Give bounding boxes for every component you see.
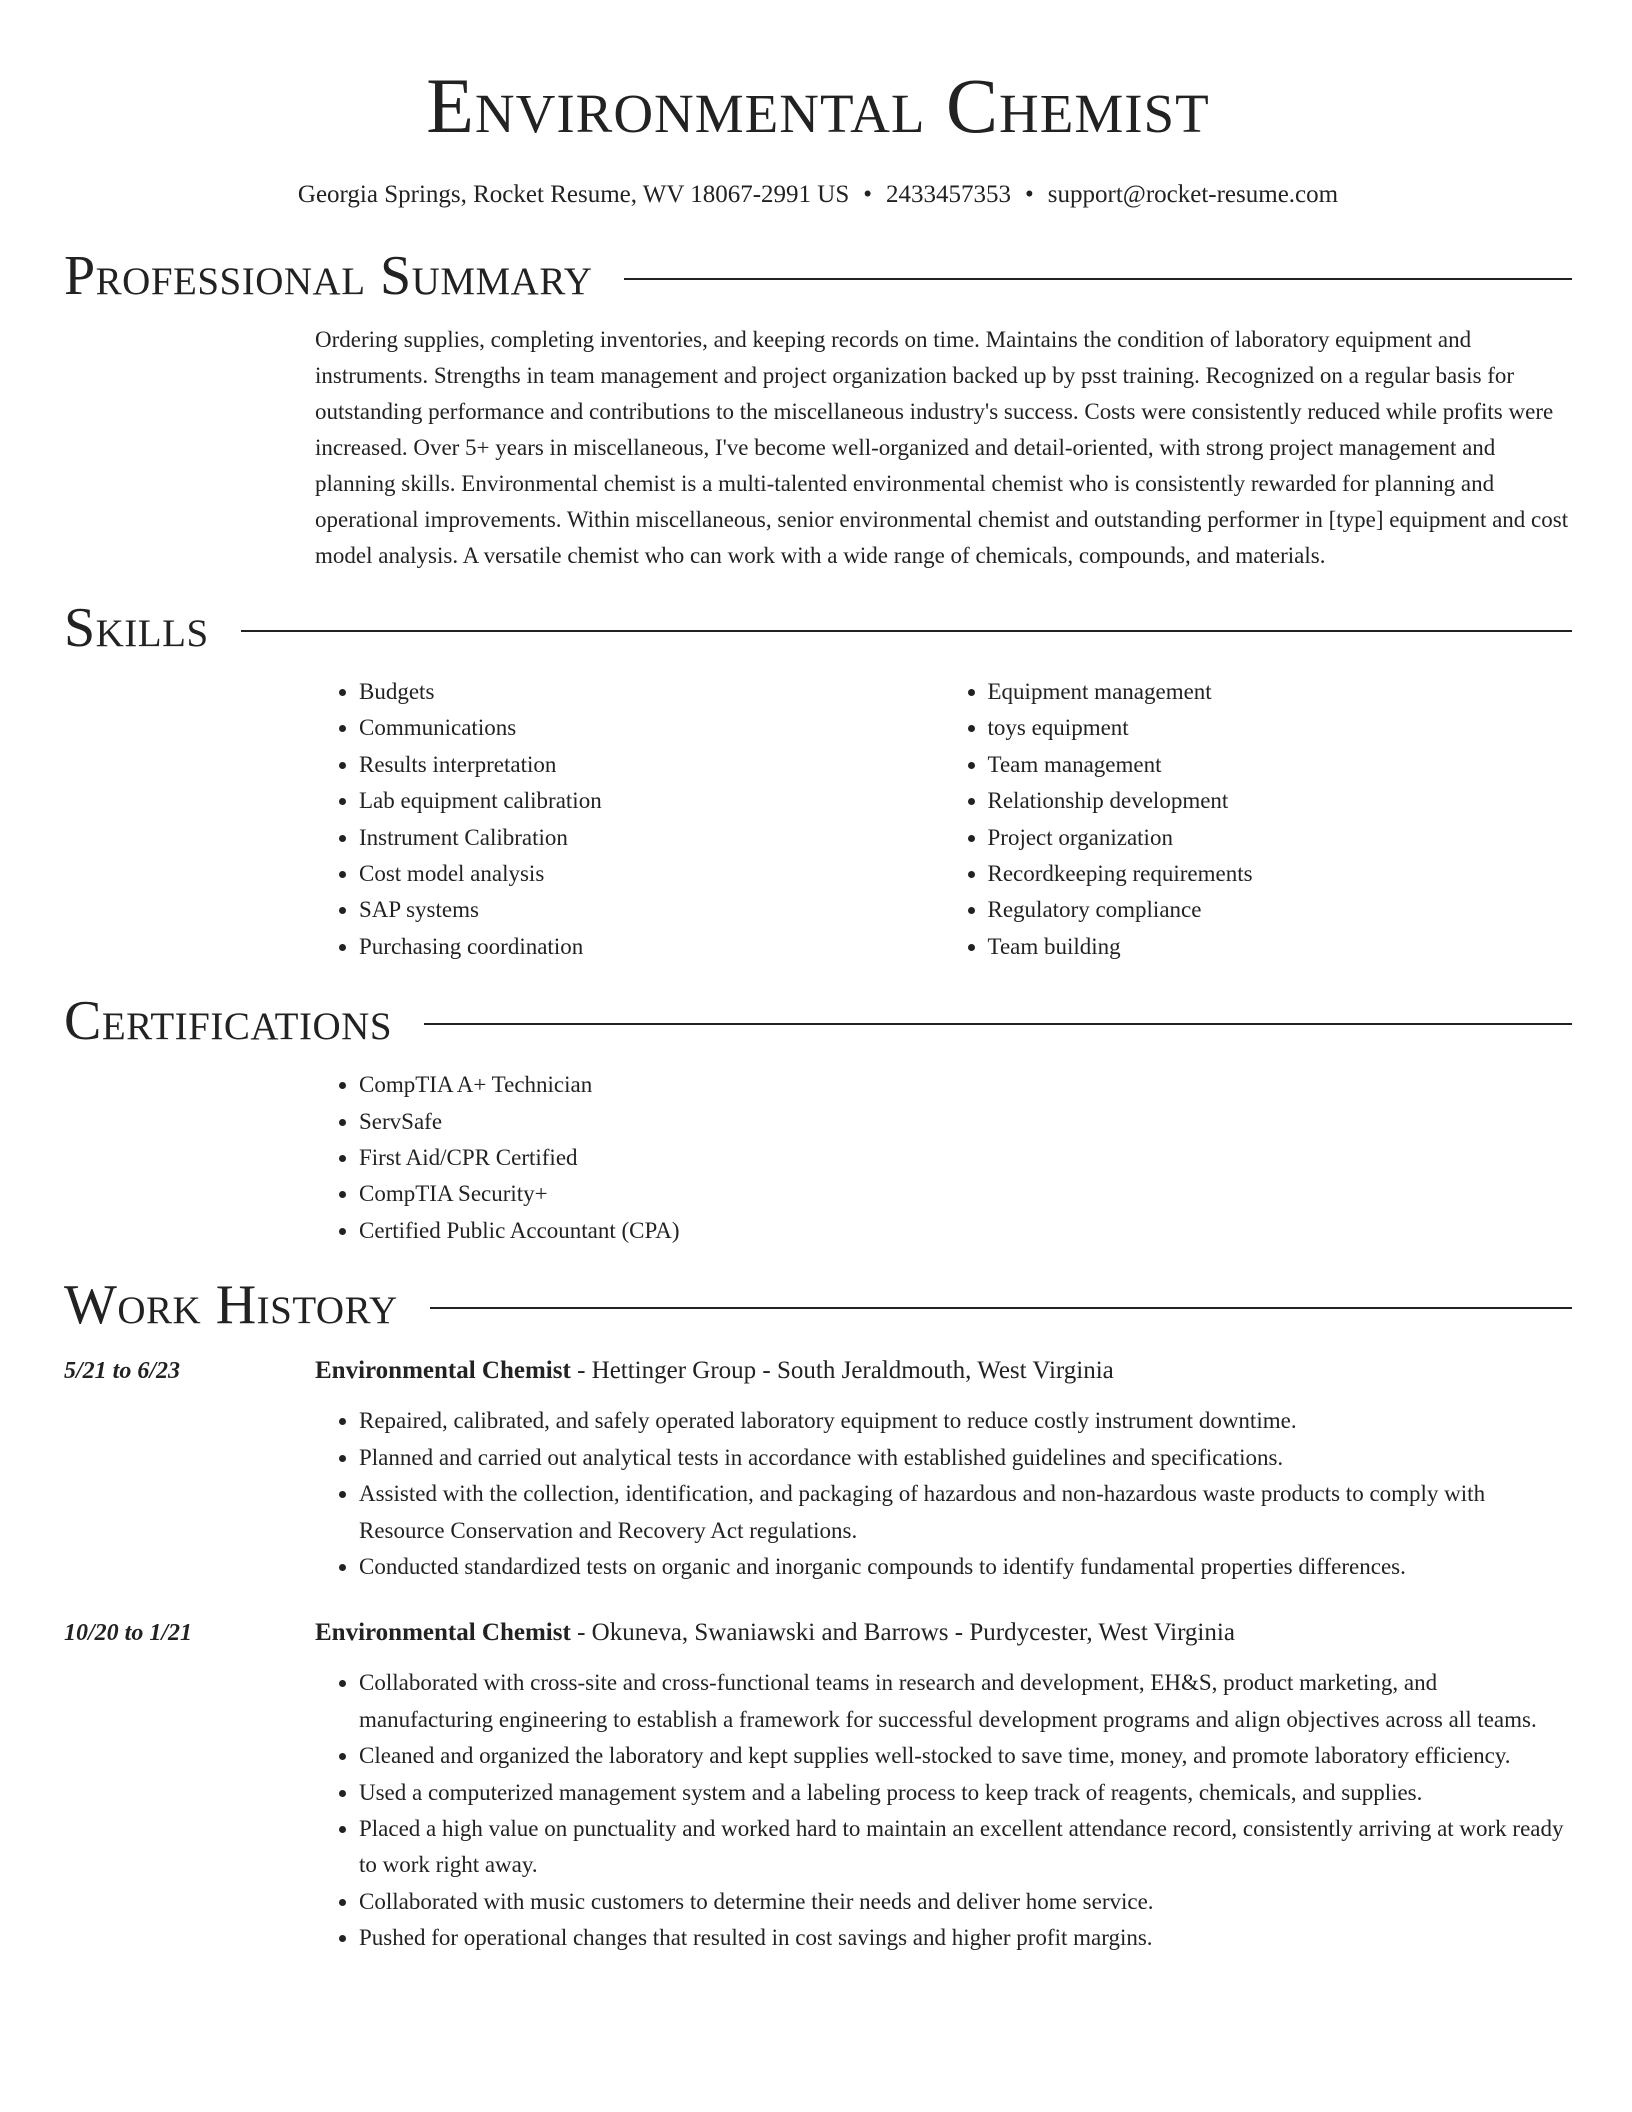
job-bullets	[315, 1403, 1572, 1585]
skills-list-left	[315, 674, 944, 965]
skill-item: • Cost model analysis	[359, 856, 944, 892]
skill-item: • Purchasing coordination	[359, 929, 944, 965]
skill-item: • Recordkeeping requirements	[988, 856, 1573, 892]
skills-list-right	[944, 674, 1573, 965]
job-entry	[64, 1353, 1572, 1585]
contact-phone: 2433457353	[886, 181, 1012, 208]
job-entry	[64, 1615, 1572, 1956]
certification-item: • CompTIA Security+	[359, 1176, 1572, 1212]
job-title-line	[315, 1353, 1114, 1389]
contact-separator: •	[863, 181, 873, 208]
skill-item: • Budgets	[359, 674, 944, 710]
skill-item: • Project organization	[988, 820, 1573, 856]
job-bullet: • Collaborated with music customers to determine their needs and deliver home service.	[359, 1884, 1572, 1920]
certification-item: • ServSafe	[359, 1104, 1572, 1140]
certification-item: • Certified Public Accountant (CPA)	[359, 1213, 1572, 1249]
contact-separator: •	[1025, 181, 1034, 208]
job-bullet: • Cleaned and organized the laboratory and kept supplies well-stocked to save time, money, and promote laboratory efficiency.	[359, 1738, 1572, 1774]
job-bullet: • Repaired, calibrated, and safely operated laboratory equipment to reduce costly instrument downtime.	[359, 1403, 1572, 1439]
section-divider	[424, 1023, 1572, 1025]
job-header	[64, 1353, 1572, 1389]
job-bullet-list	[315, 1403, 1572, 1585]
work-section-header	[64, 1273, 1572, 1337]
summary-body	[315, 322, 1572, 574]
job-bullets	[315, 1665, 1572, 1956]
contact-address: Georgia Springs, Rocket Resume, WV 18067-2991 US	[297, 181, 850, 208]
job-dates: 5/21 to 6/23	[64, 1358, 181, 1385]
certification-item: • CompTIA A+ Technician	[359, 1067, 1572, 1103]
resume-page	[64, 0, 1572, 1957]
skill-item: • Results interpretation	[359, 747, 944, 783]
job-bullet: • Placed a high value on punctuality and worked hard to maintain an excellent attendance record, consistently arriving at work ready to work right away.	[359, 1811, 1572, 1884]
skill-item: • Equipment management	[988, 674, 1573, 710]
job-bullet: • Conducted standardized tests on organic and inorganic compounds to identify fundamental properties differences.	[359, 1549, 1572, 1585]
summary-text: Ordering supplies, completing inventories, and keeping records on time. Maintains the condition of laboratory equipment and instruments. Strengths in team management and project organization backed up by psst training. Recognized on a regular basis for outstanding performance and contributions to the miscellaneous industry's success. Costs were consistently reduced while profits were increased. Over 5+ years in miscellaneous, I've become well-organized and detail-oriented, with strong project management and planning skills. Environmental chemist is a multi-talented environmental chemist who is consistently rewarded for planning and operational improvements. Within miscellaneous, senior environmental chemist and outstanding performer in [type] equipment and cost model analysis. A versatile chemist who can work with a wide range of chemicals, compounds, and materials.	[315, 327, 1569, 568]
skill-item: • Team building	[988, 929, 1573, 965]
skill-item: • Relationship development	[988, 783, 1573, 819]
job-bullet: • Pushed for operational changes that resulted in cost savings and higher profit margins.	[359, 1920, 1572, 1956]
certifications-section-header	[64, 989, 1572, 1053]
certifications-heading: Certifications	[64, 990, 393, 1053]
job-bullet: • Assisted with the collection, identification, and packaging of hazardous and non-hazardous waste products to comply with Resource Conservation and Recovery Act regulations.	[359, 1476, 1572, 1549]
job-bullet-list	[315, 1665, 1572, 1956]
contact-line	[64, 178, 1572, 212]
summary-heading: Professional Summary	[64, 245, 593, 307]
contact-email[interactable]: support@rocket-resume.com	[1047, 181, 1339, 208]
certification-item: • First Aid/CPR Certified	[359, 1140, 1572, 1176]
job-title-line	[315, 1615, 1235, 1651]
summary-section-header	[64, 244, 1572, 308]
job-details: - Okuneva, Swaniawski and Barrows - Purdycester, West Virginia	[570, 1619, 1235, 1647]
skill-item: • Team management	[988, 747, 1573, 783]
job-title: Environmental Chemist	[315, 1619, 571, 1647]
job-bullet: • Collaborated with cross-site and cross-functional teams in research and development, EH&S, product marketing, and manufacturing engineering to establish a framework for successful development programs and align objectives across all teams.	[359, 1665, 1572, 1738]
job-details: - Hettinger Group - South Jeraldmouth, West Virginia	[570, 1357, 1114, 1385]
skill-item: • Lab equipment calibration	[359, 783, 944, 819]
job-bullet: • Used a computerized management system and a labeling process to keep track of reagents, chemicals, and supplies.	[359, 1775, 1572, 1811]
certifications-list	[315, 1067, 1572, 1249]
section-divider	[241, 630, 1572, 632]
job-header	[64, 1615, 1572, 1651]
work-heading: Work History	[64, 1274, 398, 1337]
section-divider	[624, 278, 1572, 280]
skill-item: • Instrument Calibration	[359, 820, 944, 856]
skill-item: • Communications	[359, 710, 944, 746]
skills-section-header	[64, 596, 1572, 660]
job-title: Environmental Chemist	[315, 1357, 571, 1385]
certifications-body	[315, 1067, 1572, 1249]
section-divider	[430, 1307, 1572, 1309]
skill-item: • Regulatory compliance	[988, 892, 1573, 928]
skill-item: • toys equipment	[988, 710, 1573, 746]
skill-item: • SAP systems	[359, 892, 944, 928]
job-bullet: • Planned and carried out analytical tests in accordance with established guidelines and specifications.	[359, 1440, 1572, 1476]
resume-name: Environmental Chemist	[426, 62, 1210, 149]
skills-grid	[315, 674, 1572, 965]
job-dates: 10/20 to 1/21	[64, 1620, 193, 1647]
skills-heading: Skills	[64, 597, 209, 659]
